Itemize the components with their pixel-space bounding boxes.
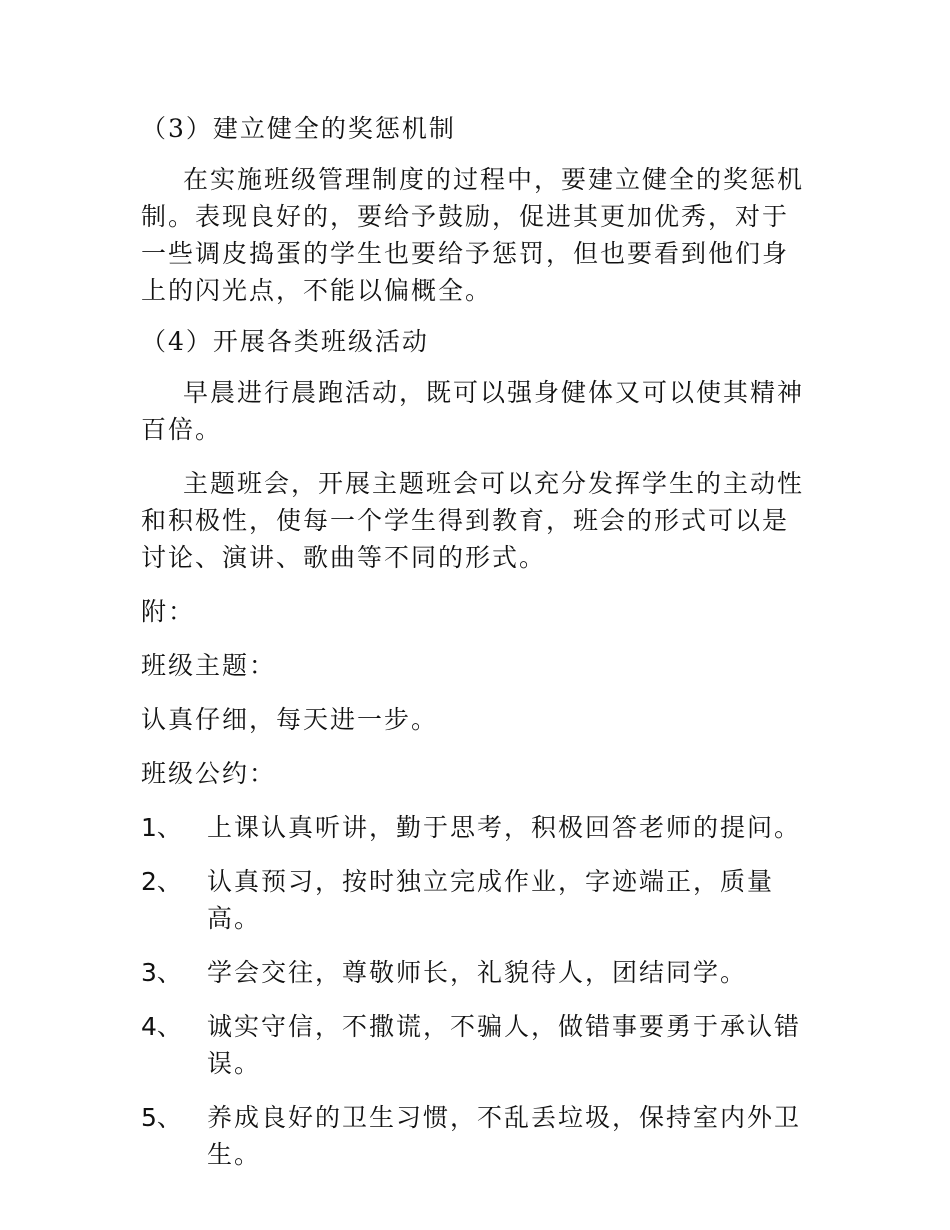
rule-item <box>141 1099 813 1173</box>
paragraph: 主题班会，开展主题班会可以充分发挥学生的主动性和积极性，使每一个学生得到教育，班会的形式可以是讨论、演讲、歌曲等不同的形式。 <box>141 469 805 572</box>
rule-item <box>141 809 813 846</box>
rule-item <box>141 863 813 937</box>
class-theme-label: 班级主题： <box>141 651 277 680</box>
paragraph: 早晨进行晨跑活动，既可以强身健体又可以使其精神百倍。 <box>141 378 805 444</box>
rule-item <box>141 954 813 991</box>
appendix-label: 附： <box>141 597 196 626</box>
class-rules-label: 班级公约： <box>141 759 277 788</box>
rule-text: 认真预习，按时独立完成作业，字迹端正，质量高。 <box>207 867 775 933</box>
document-page <box>141 110 813 1173</box>
rule-number: 3、 <box>141 958 182 987</box>
rule-text: 上课认真听讲，勤于思考，积极回答老师的提问。 <box>207 813 802 842</box>
rule-text: 养成良好的卫生习惯，不乱丢垃圾，保持室内外卫生。 <box>207 1103 802 1169</box>
paragraph: 在实施班级管理制度的过程中，要建立健全的奖惩机制。表现良好的，要给予鼓励，促进其更加优秀，对于一些调皮捣蛋的学生也要给予惩罚，但也要看到他们身上的闪光点，不能以偏概全。 <box>141 165 805 305</box>
rule-text: 学会交往，尊敬师长，礼貌待人，团结同学。 <box>207 958 748 987</box>
section-heading: （4）开展各类班级活动 <box>141 327 429 356</box>
section-heading: （3）建立健全的奖惩机制 <box>141 114 456 143</box>
rule-item <box>141 1008 813 1082</box>
rule-number: 5、 <box>141 1103 182 1132</box>
rule-text: 诚实守信，不撒谎，不骗人，做错事要勇于承认错误。 <box>207 1012 802 1078</box>
rule-number: 2、 <box>141 867 182 896</box>
rule-number: 1、 <box>141 813 182 842</box>
rule-number: 4、 <box>141 1012 182 1041</box>
class-theme: 认真仔细，每天进一步。 <box>141 705 439 734</box>
